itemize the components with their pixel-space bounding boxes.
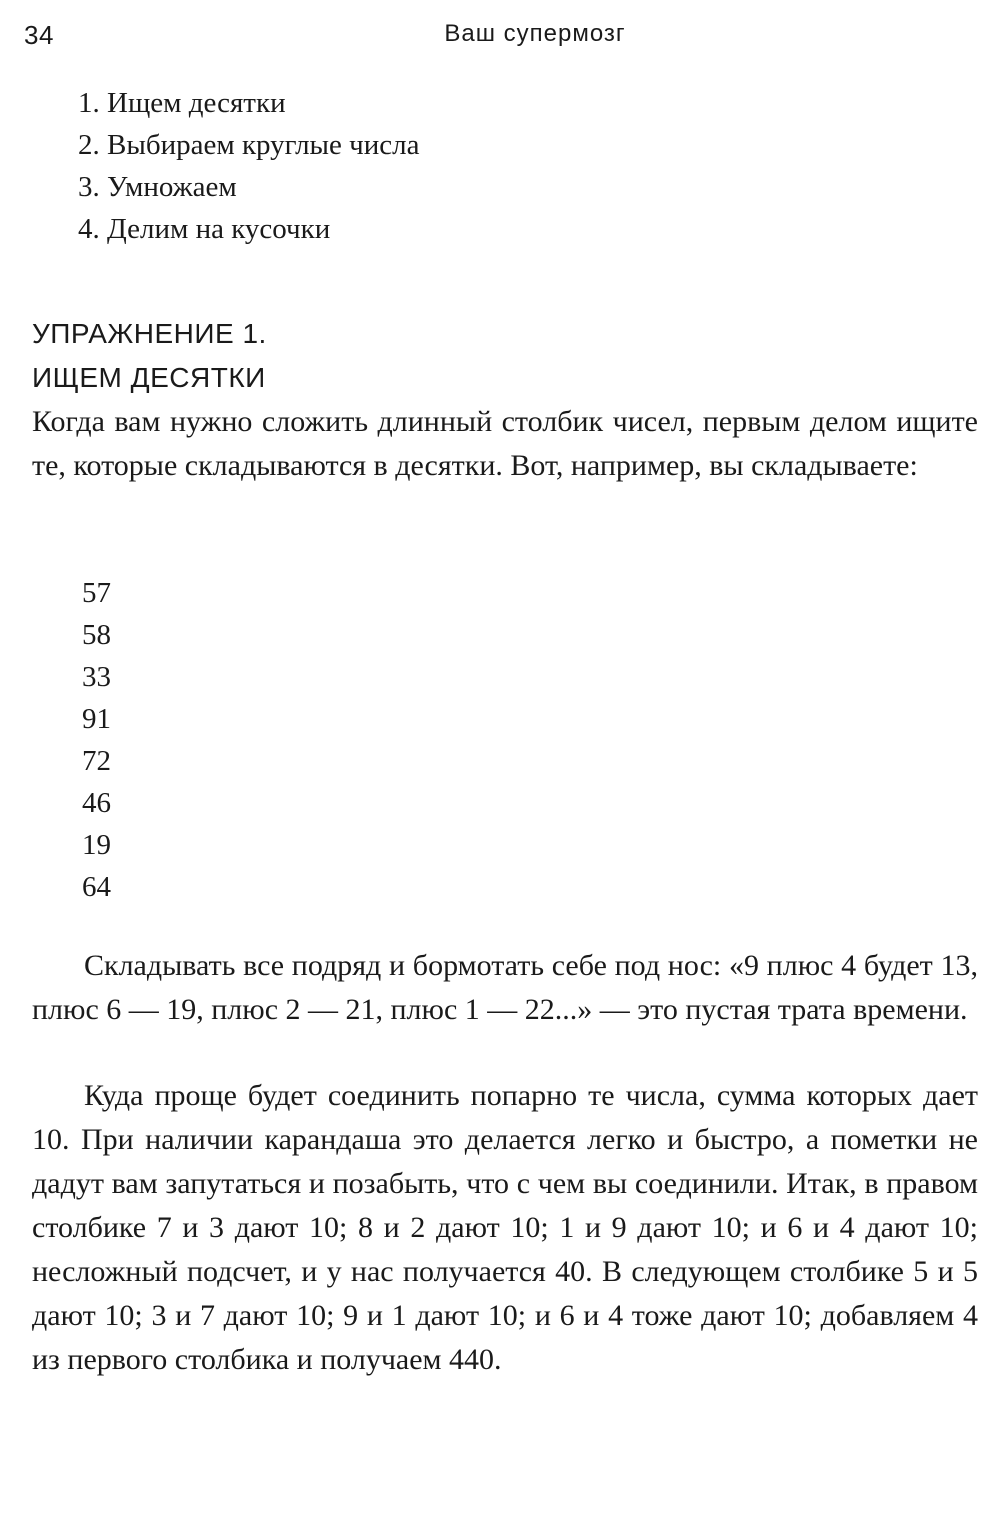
number-item: 33 xyxy=(82,661,111,693)
number-item: 19 xyxy=(82,829,111,861)
second-paragraph: Складывать все подряд и бормотать себе под нос: «9 плюс 4 будет 13, плюс 6 — 19, плюс 2 — 21, плюс 1 — 22...» — это пустая трата времени. xyxy=(32,949,978,1026)
number-item: 58 xyxy=(82,619,111,651)
method-list-item: 1. Ищем десятки xyxy=(78,87,286,119)
intro-paragraph: Когда вам нужно сложить длинный столбик чисел, первым делом ищите те, которые складываются в десятки. Вот, например, вы складываете: xyxy=(32,405,978,482)
method-list xyxy=(78,82,419,250)
page-number: 34 xyxy=(24,20,54,50)
method-list-item: 3. Умножаем xyxy=(78,171,237,203)
running-title: Ваш супермозг xyxy=(444,20,626,47)
exercise-heading xyxy=(32,312,267,400)
method-list-item: 4. Делим на кусочки xyxy=(78,213,331,245)
third-paragraph: Куда проще будет соединить попарно те числа, сумма которых дает 10. При наличии карандаша это делается легко и быстро, а пометки не дадут вам запутаться и позабыть, что с чем вы соединили. Итак, в правом столбике 7 и 3 дают 10; 8 и 2 дают 10; 1 и 9 дают 10; и 6 и 4 дают 10; несложный подсчет, и у нас получается 40. В следующем столбике 5 и 5 дают 10; 3 и 7 дают 10; 9 и 1 дают 10; и 6 и 4 тоже дают 10; добавляем 4 из первого столбика и получаем 440. xyxy=(32,1079,978,1376)
number-item: 64 xyxy=(82,871,111,903)
number-item: 72 xyxy=(82,745,111,777)
method-list-item: 2. Выбираем круглые числа xyxy=(78,129,420,161)
number-item: 91 xyxy=(82,703,111,735)
number-column xyxy=(82,572,111,908)
exercise-heading-title: ИЩЕМ ДЕСЯТКИ xyxy=(32,362,266,393)
exercise-heading-number: УПРАЖНЕНИЕ 1. xyxy=(32,318,267,349)
number-item: 57 xyxy=(82,577,111,609)
number-item: 46 xyxy=(82,787,111,819)
